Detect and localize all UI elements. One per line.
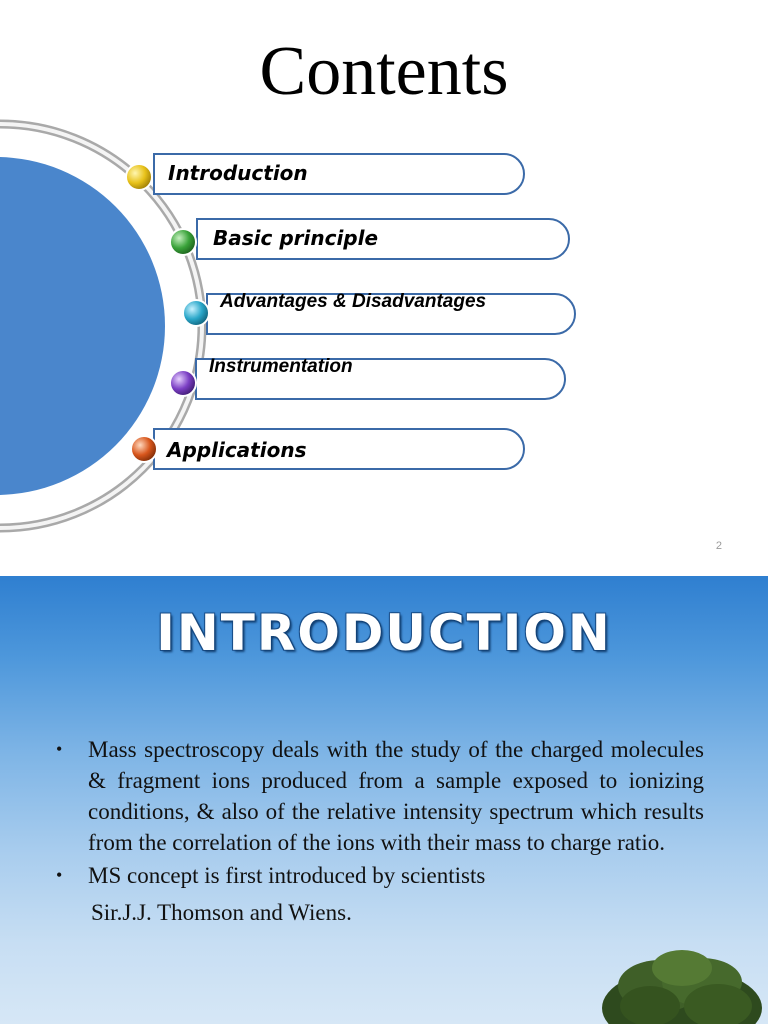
purple-ball-icon — [170, 370, 196, 396]
contents-label-applications: Applications — [167, 438, 307, 462]
bullet-dot-icon: • — [56, 739, 63, 759]
bullet-continuation: Sir.J.J. Thomson and Wiens. — [91, 900, 352, 925]
slide-title: INTRODUCTION — [156, 604, 612, 662]
contents-label-introduction: Introduction — [168, 161, 308, 185]
bullet-text: MS concept is first introduced by scientists — [88, 863, 486, 888]
orange-ball-icon — [131, 436, 157, 462]
yellow-ball-icon — [126, 164, 152, 190]
bullet-dot-icon: • — [56, 865, 63, 885]
cyan-ball-icon — [183, 300, 209, 326]
introduction-slide — [0, 576, 768, 1024]
green-ball-icon — [170, 229, 196, 255]
bullet-list — [56, 734, 704, 951]
contents-label-advantages: Advantages & Disadvantages — [220, 291, 487, 312]
slide-title: Contents — [259, 33, 509, 110]
contents-label-instrumentation: Instrumentation — [209, 356, 353, 377]
bullet-text: Mass spectroscopy deals with the study of the charged molecules & fragment ions produced from a sample exposed to ionizing conditions, & also of the relative intensity spectrum which results from the correlation of the ions with their mass to charge ratio. — [88, 737, 704, 855]
contents-label-basic-principle: Basic principle — [213, 226, 379, 250]
bullet-item — [56, 860, 704, 891]
slide-number: 2 — [715, 540, 722, 552]
tree-image — [590, 946, 768, 1024]
bullet-item — [56, 734, 704, 858]
